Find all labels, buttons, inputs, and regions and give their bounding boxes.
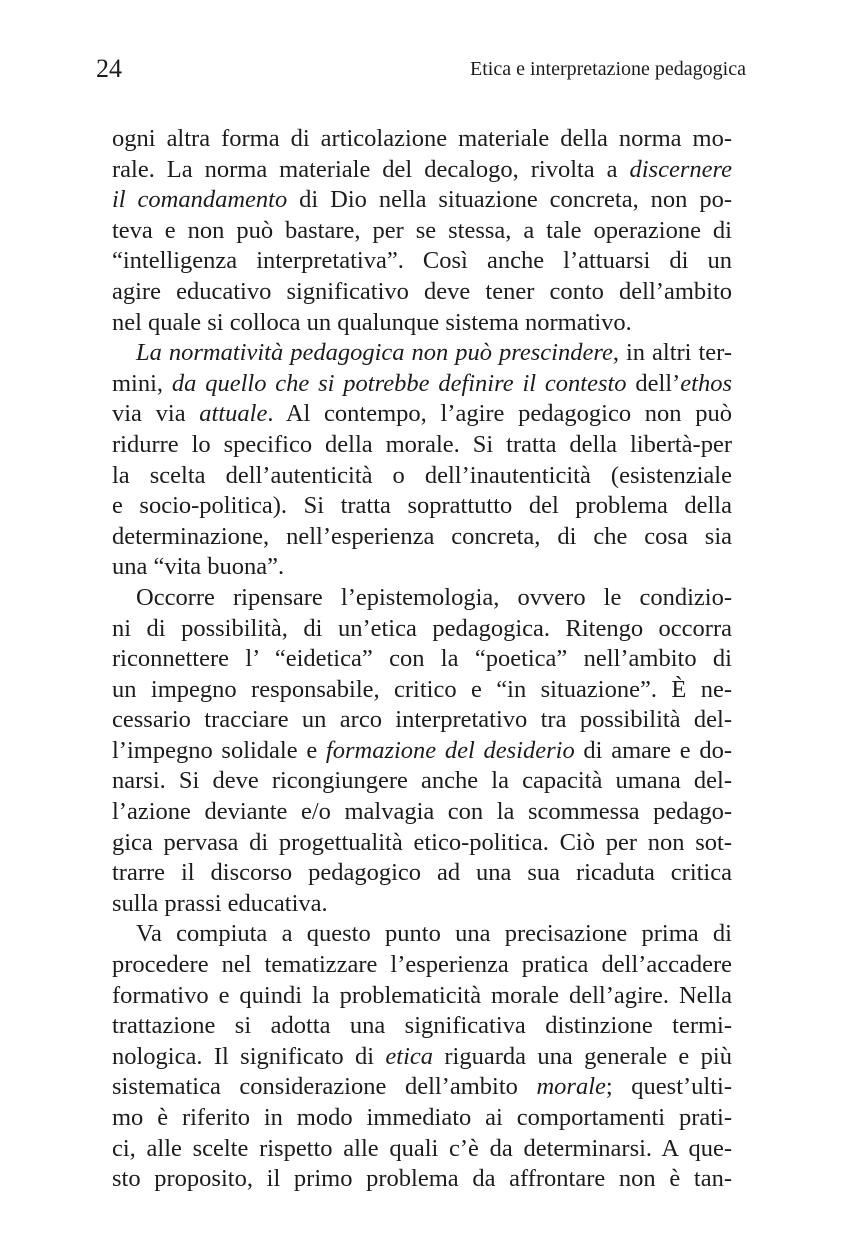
running-title: Etica e interpretazione pedagogica [470,58,746,80]
text-line [112,705,732,736]
text-line [112,828,732,859]
text-line [112,981,732,1012]
text-line [112,124,732,155]
text: un impegno responsabile, critico e “in situazione”. È ne- [112,675,732,703]
text-line [112,338,732,369]
text: ni di possibilità, di un’etica pedagogica. Ritengo occorra [112,614,732,642]
text: riguarda una generale e più [433,1042,732,1070]
text-line [112,1011,732,1042]
text: ; quest’ulti- [605,1073,732,1101]
text-line [112,675,732,706]
text: ridurre lo specifico della morale. Si tratta della libertà-per [112,430,732,458]
text: ogni altra forma di articolazione materiale della norma mo- [112,125,732,152]
text: ci, alle scelte rispetto alle quali c’è da determinarsi. A que- [112,1134,732,1162]
text: sto proposito, il primo problema da affrontare non è tan- [112,1165,732,1193]
text: mini, [112,369,172,397]
text-line [112,552,732,583]
text: procedere nel tematizzare l’esperienza pratica dell’accadere [112,951,732,979]
text: sistematica considerazione dell’ambito [112,1073,537,1101]
italic-text: il comandamento [112,186,288,214]
text-line [112,430,732,461]
text: agire educativo significativo deve tener conto dell’ambito [112,277,732,305]
italic-text: discernere [629,155,732,183]
text: narsi. Si deve ricongiungere anche la capacità umana del- [112,767,732,795]
text-line [112,461,732,492]
text: Va compiuta a questo punto una precisazione prima di [136,920,732,948]
text-line [112,736,732,767]
text: teva e non può bastare, per se stessa, a tale operazione di [112,216,732,244]
italic-text: attuale [199,400,268,428]
text-line [112,399,732,430]
text-line [112,1103,732,1134]
text: e socio-politica). Si tratta soprattutto del problema della [112,492,732,520]
text: rale. La norma materiale del decalogo, rivolta a [112,155,630,183]
text: cessario tracciare un arco interpretativo tra possibilità del- [112,706,732,734]
text-line [112,889,732,920]
italic-text: ethos [680,369,732,397]
italic-text: La normatività pedagogica non può prescindere [136,339,613,367]
text: Occorre ripensare l’epistemologia, ovvero le condizio- [136,583,732,611]
italic-text: da quello che si potrebbe definire il contesto [171,369,627,397]
text-line [112,614,732,645]
text-line [112,797,732,828]
text-line [112,950,732,981]
text: determinazione, nell’esperienza concreta, di che cosa sia [112,522,732,550]
text-line [112,644,732,675]
text: riconnettere l’ “eidetica” con la “poetica” nell’ambito di [112,645,732,673]
text: , in altri ter- [612,339,732,367]
body-text [112,124,732,1195]
italic-text: formazione del desiderio [325,736,575,764]
text-line [112,766,732,797]
text: “intelligenza interpretativa”. Così anche l’attuarsi di un [112,247,732,275]
text-line [112,491,732,522]
text-line [112,522,732,553]
text-line [112,1042,732,1073]
text-line [112,919,732,950]
text: la scelta dell’autenticità o dell’inautenticità (esistenziale [112,461,732,489]
text: una “vita buona”. [112,553,285,581]
italic-text: morale [536,1073,606,1101]
text: di amare e do- [574,736,732,764]
text-line [112,369,732,400]
text: sulla prassi educativa. [112,889,328,917]
text-line [112,185,732,216]
text: trattazione si adotta una significativa distinzione termi- [112,1012,732,1040]
text-line [112,1134,732,1165]
text-line [112,308,732,339]
text: . Al contempo, l’agire pedagogico non può [267,400,732,428]
text: trarre il discorso pedagogico ad una sua ricaduta critica [112,859,732,887]
text: gica pervasa di progettualità etico-politica. Ciò per non sot- [112,828,732,856]
text: formativo e quindi la problematicità morale dell’agire. Nella [112,981,732,1009]
page-number: 24 [96,54,122,83]
text-line [112,858,732,889]
text: nel quale si colloca un qualunque sistema normativo. [112,308,632,336]
text-line [112,277,732,308]
italic-text: etica [385,1042,434,1070]
text-line [112,216,732,247]
text: mo è riferito in modo immediato ai comportamenti prati- [112,1104,732,1131]
text-line [112,246,732,277]
text: nologica. Il significato di [112,1042,386,1070]
running-header [96,54,746,88]
text-line [112,583,732,614]
text: l’azione deviante e/o malvagia con la scommessa pedago- [112,798,732,826]
text-line [112,1072,732,1103]
text-line [112,1164,732,1195]
text: l’impegno solidale e [112,736,326,764]
text-line [112,155,732,186]
text: di Dio nella situazione concreta, non po- [287,186,733,214]
text: via via [112,400,200,428]
text: dell’ [626,369,681,397]
